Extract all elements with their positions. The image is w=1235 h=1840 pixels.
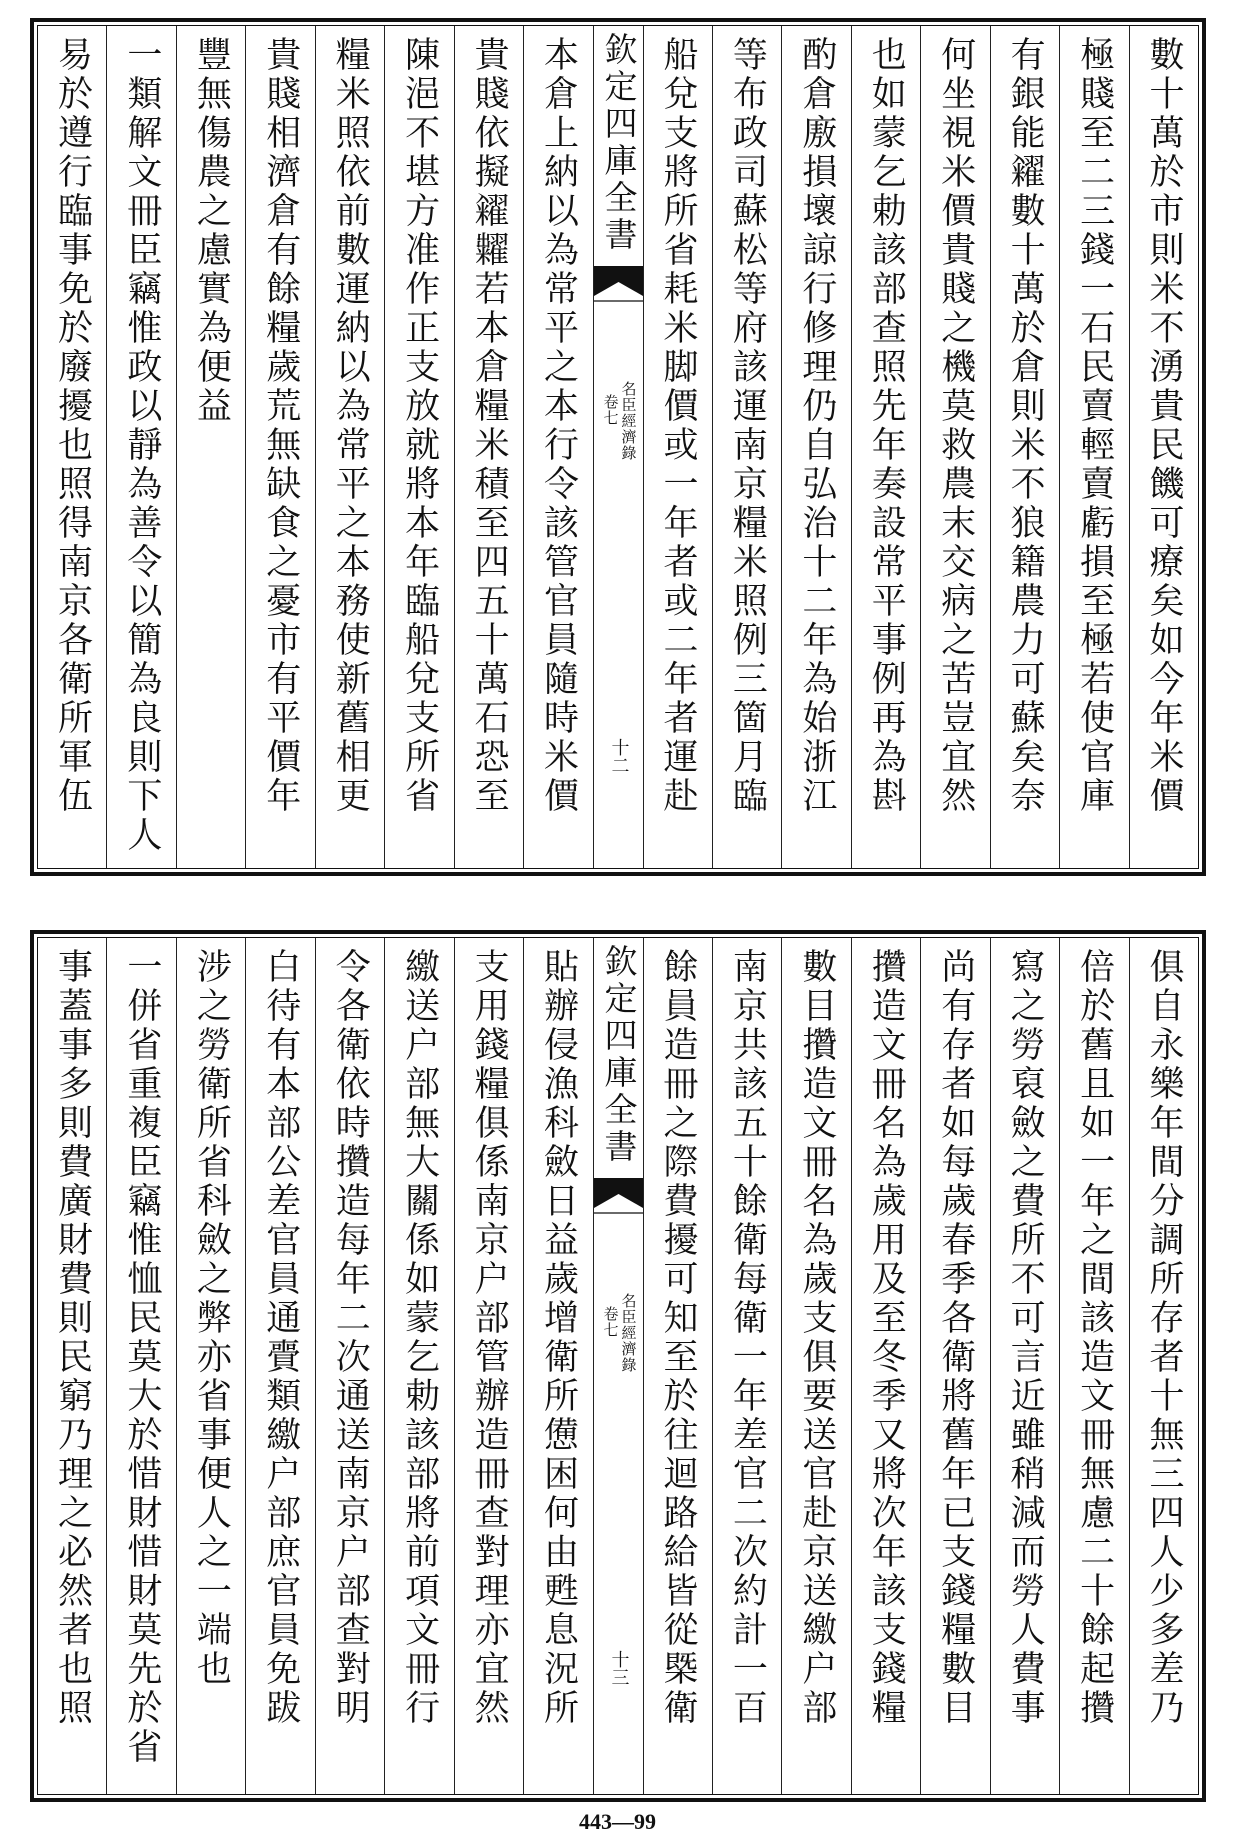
- text-column: 俱自永樂年間分調所存者十無三四人少多差乃: [1129, 938, 1198, 1794]
- fishtail-mark: [594, 266, 643, 302]
- text-column: 支用錢糧俱係南京户部管辦造冊查對理亦宜然: [454, 938, 523, 1794]
- text-column: 貴賤依擬糴糶若本倉糧米積至四五十萬石恐至: [454, 26, 523, 868]
- text-column: 白待有本部公差官員通賷類繳户部庶官員免跋: [245, 938, 314, 1794]
- text-column: 貴賤相濟倉有餘糧歲荒無缺食之憂市有平價年: [245, 26, 314, 868]
- text-column: 數十萬於市則米不湧貴民饑可療矣如今年米價: [1129, 26, 1198, 868]
- text-column: 一併省重複臣竊惟恤民莫大於惜財惜財莫先於省: [106, 938, 175, 1794]
- text-column: 易於遵行臨事免於廢擾也照得南京各衛所軍伍: [52, 36, 93, 816]
- text-column: 糧米照依前數運納以為常平之本務使新舊相更: [315, 26, 384, 868]
- text-column: 也如蒙乞勅該部查照先年奏設常平事例再為斟: [851, 26, 920, 868]
- page-panel-top: [30, 18, 1206, 876]
- text-column: 貼辦侵漁科斂日益歲增衛所憊困何由甦息況所: [523, 938, 592, 1794]
- series-title: 欽定四庫全書: [599, 32, 639, 254]
- book-title: 名臣經濟錄: [619, 381, 638, 461]
- text-column: 尚有存者如每歲春季各衛將舊年已支錢糧數目: [920, 938, 989, 1794]
- text-column: 數目攢造文冊名為歲支俱要送官赴京送繳户部: [781, 938, 850, 1794]
- text-column: 酌倉廒損壞諒行修理仍自弘治十二年為始浙江: [781, 26, 850, 868]
- text-column: 涉之勞衛所省科斂之弊亦省事便人之一端也: [176, 938, 245, 1794]
- page-number: 443—99: [579, 1809, 656, 1834]
- center-strip: [593, 26, 643, 868]
- text-column: 一類解文冊臣竊惟政以靜為善令以簡為良則下人: [106, 26, 175, 868]
- volume-label: 卷七: [601, 1306, 620, 1338]
- text-column: 何坐視米價貴賤之機莫救農末交病之苦豈宜然: [920, 26, 989, 868]
- fishtail-mark: [594, 1178, 643, 1214]
- text-column: 寫之勞裒斂之費所不可言近雖稍減而勞人費事: [990, 938, 1059, 1794]
- text-column: 陳浥不堪方准作正支放就將本年臨船兌支所省: [384, 26, 453, 868]
- text-column: 事蓋事多則費廣財費則民窮乃理之必然者也照: [52, 948, 93, 1728]
- leaf-number: 十三: [608, 1650, 630, 1686]
- text-column: 等布政司蘇松等府該運南京糧米照例三箇月臨: [712, 26, 781, 868]
- text-column: 豐無傷農之慮實為便益: [176, 26, 245, 868]
- book-title: 名臣經濟錄: [619, 1293, 638, 1373]
- text-column: 船兌支將所省耗米脚價或一年者或二年者運赴: [643, 26, 712, 868]
- panel-frame: [37, 25, 1199, 869]
- page-panel-bottom: [30, 930, 1206, 1802]
- panel-frame: [37, 937, 1199, 1795]
- center-strip: [593, 938, 643, 1794]
- text-column: 餘員造冊之際費擾可知至於往迴路給皆從槩衛: [643, 938, 712, 1794]
- text-column: 有銀能糴數十萬於倉則米不狼籍農力可蘇矣奈: [990, 26, 1059, 868]
- text-column: 極賤至二三錢一石民賣輕賣虧損至極若使官庫: [1059, 26, 1128, 868]
- volume-label: 卷七: [601, 394, 620, 426]
- text-column: 本倉上納以為常平之本行令該管官員隨時米價: [523, 26, 592, 868]
- text-column: 令各衛依時攢造每年二次通送南京户部查對明: [315, 938, 384, 1794]
- leaf-number: 十二: [608, 738, 630, 774]
- text-column: 倍於舊且如一年之間該造文冊無慮二十餘起攢: [1059, 938, 1128, 1794]
- text-column: 攢造文冊名為歲用及至冬季又將次年該支錢糧: [851, 938, 920, 1794]
- series-title: 欽定四庫全書: [599, 944, 639, 1166]
- text-column: 繳送户部無大關係如蒙乞勅該部將前項文冊行: [384, 938, 453, 1794]
- text-column: 南京共該五十餘衛每衛一年差官二次約計一百: [712, 938, 781, 1794]
